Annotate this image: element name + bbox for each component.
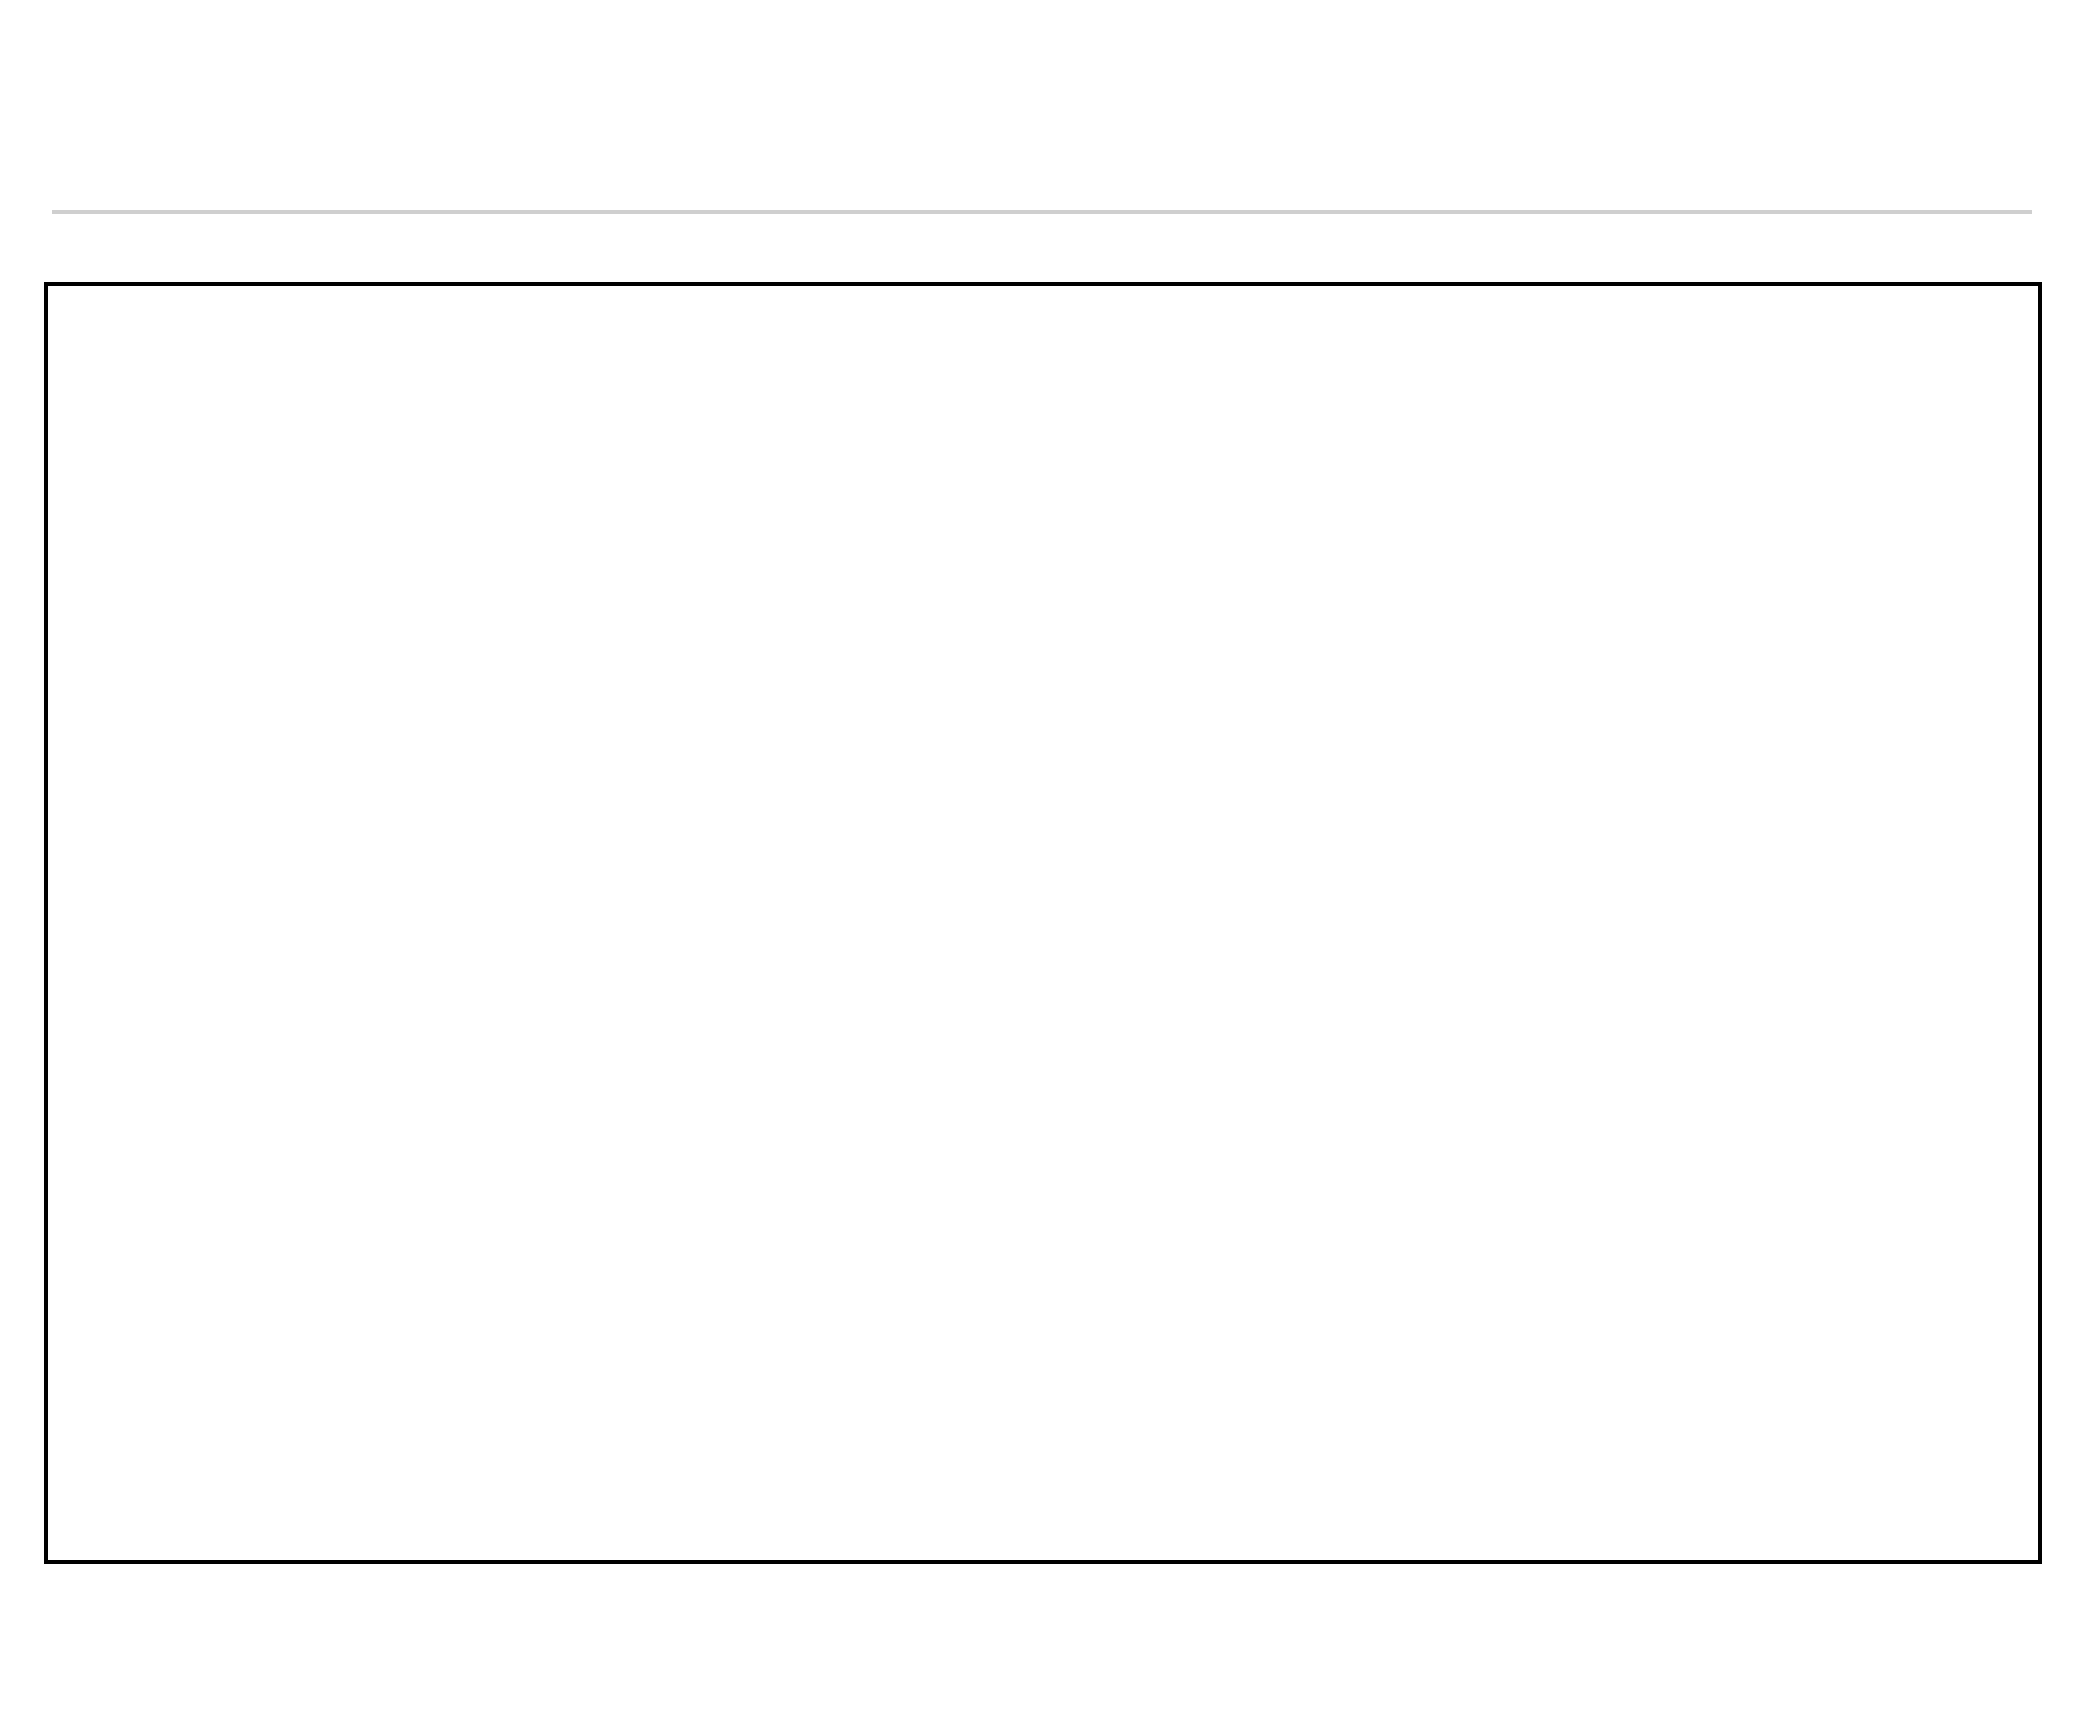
header-divider [52,210,2032,214]
calendar-grid [44,282,2042,1564]
day-header-row [44,228,2042,278]
